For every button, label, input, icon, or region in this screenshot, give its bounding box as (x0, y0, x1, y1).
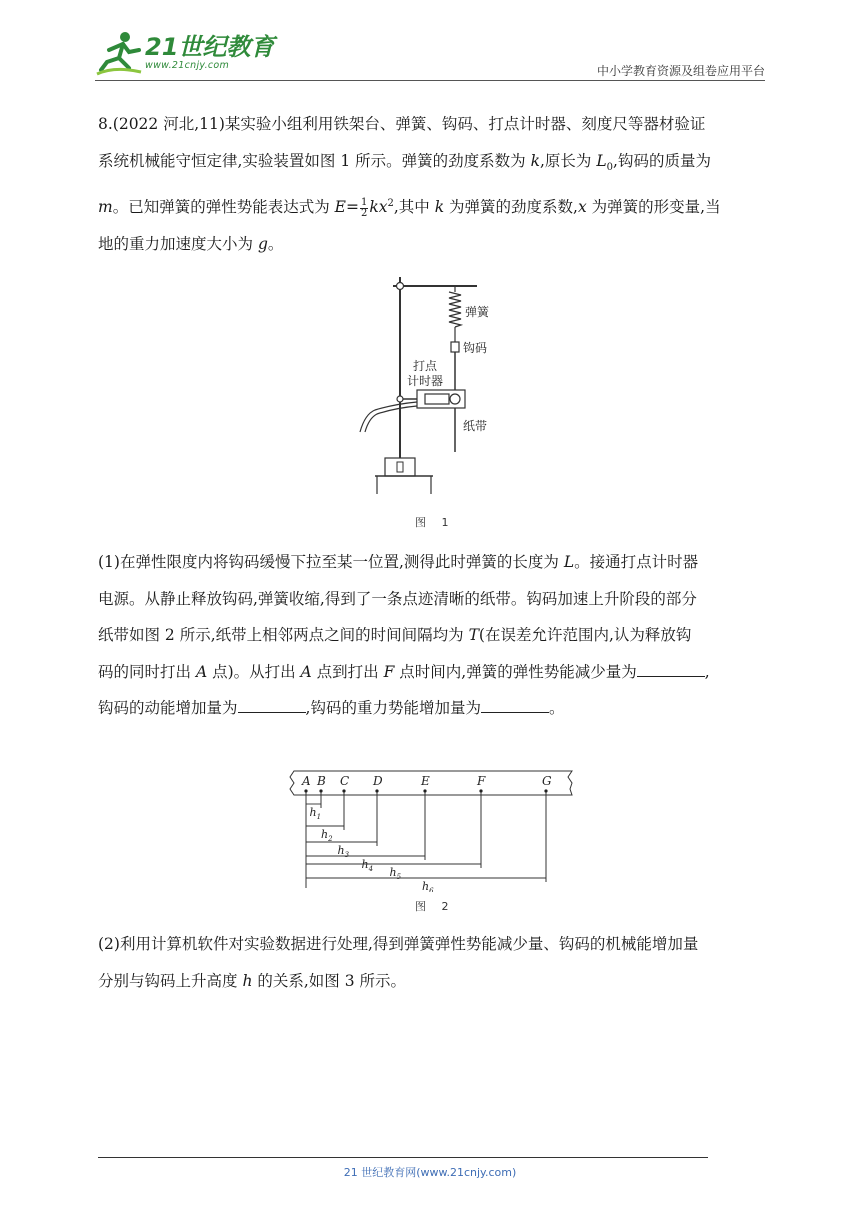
footer-text: 21 世纪教育网(www.21cnjy.com) (343, 1166, 517, 1179)
answer-blank-kinetic-energy[interactable] (238, 698, 306, 713)
figure-2-caption: 图 2 (415, 900, 455, 913)
h-label: $h_5$ (389, 866, 402, 881)
part2-line-2: 分别与钩码上升高度 h 的关系,如图 3 所示。 (98, 971, 406, 990)
fraction-one-half: $\frac{1}{2}$ (360, 196, 368, 219)
tape-point-label: A (302, 774, 311, 788)
platform-title: 中小学教育资源及组卷应用平台 (596, 64, 765, 78)
h-label: $h_4$ (361, 858, 374, 873)
tape-point-label: E (421, 774, 430, 788)
figure-1-caption: 图 1 (415, 516, 455, 529)
runner-logo-icon (95, 30, 143, 76)
label-hook-weight: 钩码 (463, 341, 488, 355)
logo-url-text: www.21cnjy.com (145, 60, 230, 71)
figure-1-apparatus (355, 272, 505, 502)
h-label: $h_1$ (309, 806, 322, 821)
part1-line-2: 电源。从静止释放钩码,弹簧收缩,得到了一条点迹清晰的纸带。钩码加速上升阶段的部分 (98, 589, 697, 608)
label-timer-line-2: 计时器 (407, 374, 444, 388)
tape-point-label: G (542, 774, 552, 788)
part1-line-1: (1)在弹性限度内将钩码缓慢下拉至某一位置,测得此时弹簧的长度为 L。接通打点计时器 (98, 553, 699, 571)
logo (95, 30, 274, 76)
footer-divider (98, 1157, 708, 1158)
label-spring: 弹簧 (465, 305, 490, 319)
part-1 (98, 544, 762, 727)
intro-line-1: 8.(2022 河北,11)某实验小组利用铁架台、弹簧、钩码、打点计时器、刻度尺等器材验证 (98, 115, 706, 133)
h-label: $h_2$ (321, 828, 333, 843)
h-label: $h_3$ (337, 844, 350, 859)
label-timer-line-1: 打点 (413, 359, 438, 373)
part1-line-4: 码的同时打出 A 点)。从打出 A 点到打出 F 点时间内,弹簧的弹性势能减少量为 , (98, 662, 710, 681)
header-divider (95, 80, 765, 81)
page-header (95, 30, 765, 82)
part-2 (98, 926, 762, 999)
tape-point-label: B (317, 774, 326, 788)
h-label: $h_6$ (422, 880, 434, 892)
part1-line-3: 纸带如图 2 所示,纸带上相邻两点之间的时间间隔均为 T(在误差允许范围内,认为释放钩 (98, 626, 692, 644)
tape-point-label: F (477, 774, 486, 788)
label-paper-tape: 纸带 (463, 419, 488, 433)
tape-point-label: D (373, 774, 383, 788)
tape-point-label: C (340, 774, 350, 788)
intro-line-4: 地的重力加速度大小为 g。 (98, 234, 284, 253)
intro-line-2: 系统机械能守恒定律,实验装置如图 1 所示。弹簧的劲度系数为 k,原长为 $L_0$,钩码的质量为 (98, 151, 711, 173)
answer-blank-gravitational-pe[interactable] (481, 698, 549, 713)
figure-2-paper-tape (288, 768, 578, 892)
question-intro (98, 106, 762, 262)
part2-line-1: (2)利用计算机软件对实验数据进行处理,得到弹簧弹性势能减少量、钩码的机械能增加量 (98, 935, 699, 953)
part1-line-5: 钩码的动能增加量为 ,钩码的重力势能增加量为 。 (98, 699, 565, 717)
answer-blank-elastic-pe[interactable] (637, 662, 705, 677)
intro-line-3: m。已知弹簧的弹性势能表达式为 E= $\frac{1}{2}$ $kx^2$,其中 k 为弹簧的劲度系数,x 为弹簧的形变量,当 (98, 196, 721, 219)
logo-main-text: 21世纪教育 (145, 33, 275, 61)
